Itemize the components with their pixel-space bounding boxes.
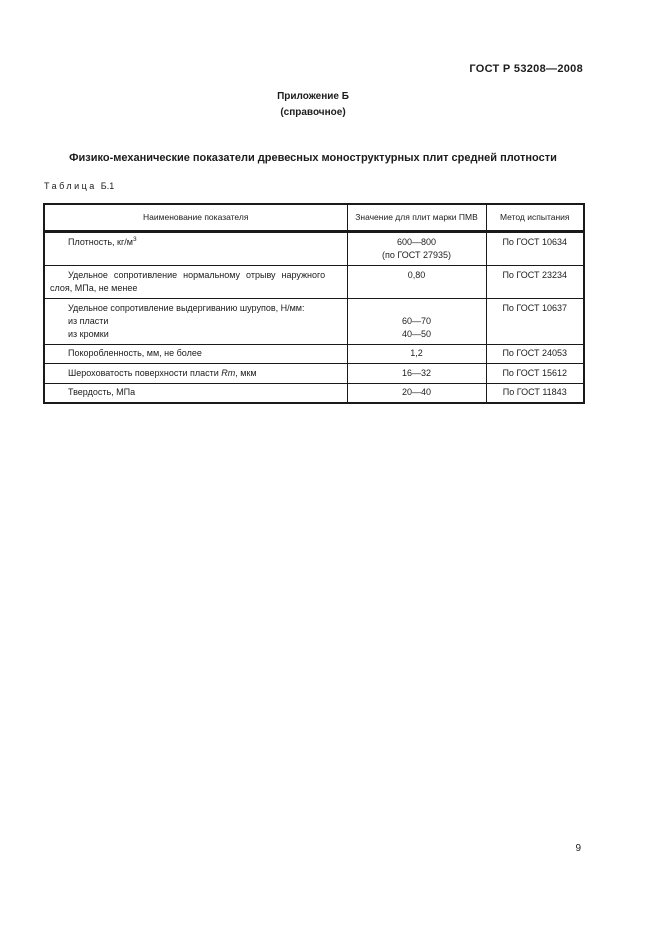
row-name-text: Шероховатость поверхности пласти Rm, мкм (68, 367, 257, 378)
table-caption-number: Б.1 (100, 181, 115, 191)
row-method-cell: По ГОСТ 24053 (486, 344, 584, 363)
page-content (43, 0, 583, 936)
table-row (44, 383, 584, 403)
row-value-cell: 1,2 (347, 344, 486, 363)
row-name-line: из кромки (68, 328, 109, 339)
row-value-cell: 0,80 (347, 265, 486, 298)
header-cell-value: Значение для плит марки ПМВ (347, 204, 486, 231)
row-name-cell (44, 344, 347, 363)
row-value-cell (347, 231, 486, 265)
row-name-cell (44, 265, 347, 298)
table-row (44, 265, 584, 298)
value-spacer (353, 302, 481, 315)
row-value-cell (347, 298, 486, 344)
header-cell-method: Метод испытания (486, 204, 584, 231)
row-value-cell: 16—32 (347, 363, 486, 383)
row-value-line: 600—800 (396, 236, 437, 247)
row-value-line: 60—70 (401, 315, 432, 326)
row-value-cell: 20—40 (347, 383, 486, 403)
table-row (44, 298, 584, 344)
properties-table (43, 203, 585, 404)
appendix-subtitle: (справочное) (280, 107, 346, 118)
table-row (44, 363, 584, 383)
standard-reference: ГОСТ Р 53208—2008 (469, 63, 583, 75)
row-value-line: (по ГОСТ 27935) (382, 249, 451, 260)
row-name-text: Покоробленность, мм, не более (68, 348, 202, 358)
table-row (44, 344, 584, 363)
italic-symbol: Rm (221, 367, 236, 378)
row-name-text: Твердость, МПа (68, 387, 136, 398)
page-number: 9 (575, 843, 581, 854)
superscript: 3 (132, 235, 137, 243)
table-caption (44, 181, 114, 191)
row-value-line: 40—50 (401, 328, 432, 339)
table-caption-word: Таблица (44, 181, 97, 191)
row-name-line: Удельное сопротивление нормальному отрыву наружного (68, 269, 326, 280)
row-method-cell: По ГОСТ 23234 (486, 265, 584, 298)
table-row (44, 231, 584, 265)
row-name-cell (44, 231, 347, 265)
row-name-cell (44, 383, 347, 403)
row-method-cell: По ГОСТ 15612 (486, 363, 584, 383)
row-name-line: из пласти (68, 315, 109, 326)
table-header-row (44, 204, 584, 231)
row-name-cell (44, 363, 347, 383)
row-name-line: слоя, МПа, не менее (50, 282, 138, 293)
row-method-cell: По ГОСТ 10637 (486, 298, 584, 344)
row-method-cell: По ГОСТ 11843 (486, 383, 584, 403)
row-name-cell (44, 298, 347, 344)
document-title: Физико-механические показатели древесных моноструктурных плит средней плотности (69, 152, 557, 164)
row-name-text: Плотность, $кг/м^3$ (68, 235, 137, 247)
row-name-line: Удельное сопротивление выдергиванию шурупов, Н/мм: (68, 302, 305, 313)
header-cell-name: Наименование показателя (44, 204, 347, 231)
appendix-title: Приложение Б (277, 91, 349, 102)
row-method-cell: По ГОСТ 10634 (486, 231, 584, 265)
